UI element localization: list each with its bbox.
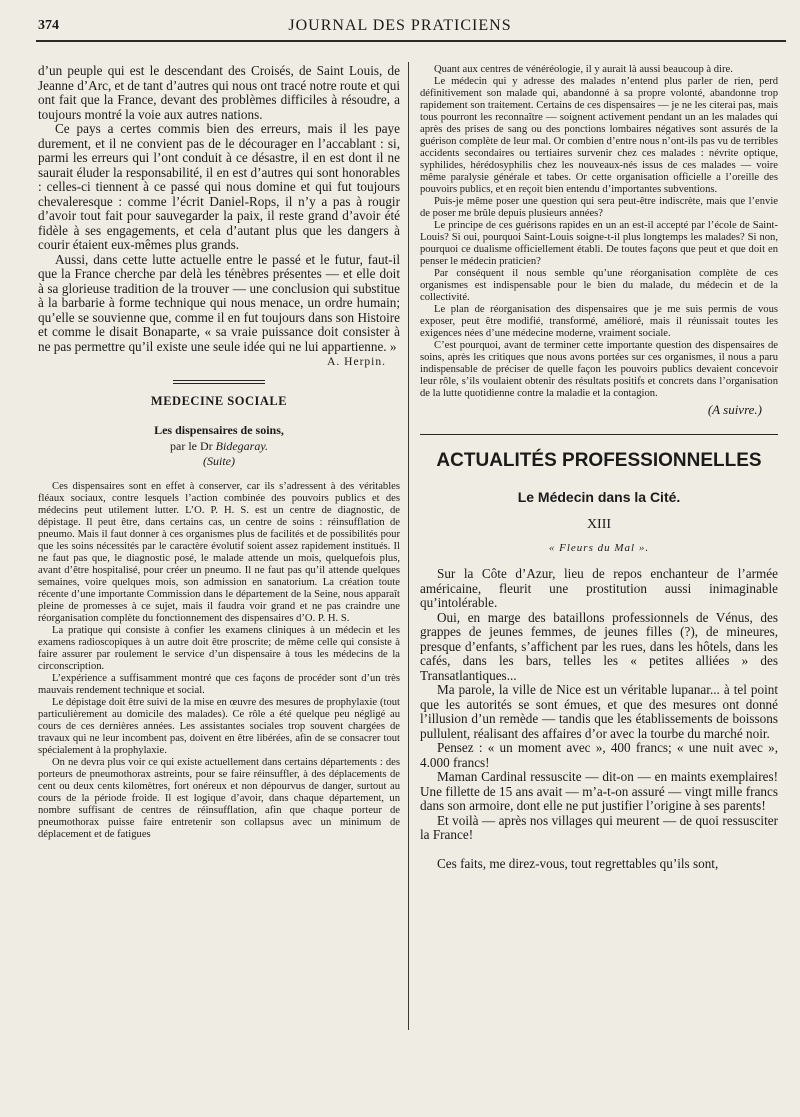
paragraph: L’expérience a suffisamment montré que ces façons de procéder sont d’un très mauvais rendement technique et social. — [38, 673, 400, 696]
column-divider — [408, 62, 409, 1030]
section-title: MEDECINE SOCIALE — [150, 394, 288, 408]
paragraph: La pratique qui consiste à confier les examens cliniques à un médecin et les examens radioscopiques à un autre doit être proscrite; de même celle qui consiste à faire assurer par roulement le service d’un dispensaire à tous les médecins de la circonscription. — [38, 625, 400, 672]
page-number: 374 — [38, 18, 59, 33]
article-title: Le Médecin dans la Cité. — [517, 489, 681, 505]
section-rule — [420, 434, 778, 435]
author-prefix: par le Dr — [170, 439, 213, 453]
paragraph: On ne devra plus voir ce qui existe actuellement dans certains départements : des porteurs de pneumothorax astreints, pour se faire réinsuffler, à des déplacements de cent ou deux cents kilomètres, fort onéreux et non dépourvus de danger, surtout au cours de la période froide. Il est logique d’avoir, dans chaque département, un nombre suffisant de centres de réinsufflation, afin que chaque porteur de pneumothorax puisse faire entretenir son collapsus avec un minimum de déplacement et de fatigues — [38, 757, 400, 840]
section-title: ACTUALITÉS PROFESSIONNELLES — [436, 450, 762, 471]
right-column — [420, 64, 778, 871]
article-subtitle: « Fleurs du Mal ». — [548, 542, 650, 554]
paragraph: Ma parole, la ville de Nice est un véritable lupanar... à tel point que les autorités se sont émues, et que des mesures ont donné l’illusion d’un remède — tandis que les établissements de boissons pullulent, réalisant des affaires d’or avec la tourbe du marché noir. — [420, 682, 778, 741]
to-be-continued: (A suivre.) — [707, 402, 762, 417]
paragraph: d’un peuple qui est le descendant des Croisés, de Saint Louis, de Jeanne d’Arc, et de tant d’autres qui nous ont tracé notre route et qui ont fait que la France, devant des problèmes difficiles à résoudre, a toujours montré la voie aux autres nations. — [38, 63, 400, 122]
paragraph: Le dépistage doit être suivi de la mise en œuvre des mesures de prophylaxie (tout particulièrement au domicile des malades). Ce rôle a été quelque peu négligé au cours de ces dernières années. Les assistantes sociales trop souvent chargées de travaux qui ne leur incombent pas, doivent en être libérées, afin de se consacrer tout spécialement à la prophylaxie. — [38, 697, 400, 756]
paragraph: Oui, en marge des bataillons professionnels de Vénus, des grappes de jeunes femmes, de jeunes filles (?), de mineures, presque d’enfants, s’affichent par les rues, dans les hôtels, dans les cafés, dans les bars, telles les « petites alliées » des Transatlantiques... — [420, 609, 778, 683]
left-column — [38, 64, 400, 841]
intro-text — [38, 64, 400, 354]
paragraph: Puis-je même poser une question qui sera peut-être indiscrète, mais que l’envie de poser me brûle depuis plusieurs années? — [420, 196, 778, 219]
article-text — [420, 567, 778, 871]
paragraph: Le principe de ces guérisons rapides en un an est-il accepté par l’école de Saint-Louis? Si oui, pourquoi Saint-Louis soigne-t-il plus longtemps les malades? Si non, pourquoi ce dualisme officiellement établi. De toutes façons que peut et que doit en penser le médecin praticien? — [420, 220, 778, 267]
paragraph: Le médecin qui y adresse des malades n’entend plus parler de rien, perd définitivement son malade qui, abandonné à sa propre volonté, abandonne trop rapidement son traitement. Certains de ces dispensaires — je ne les citerai pas, mais tous pourront les reconnaître — soignent activement pendant un an les malades qui après des prises de sang ou des ponctions lombaires négatives sont assurés de la guérison complète de leur mal. Or combien d’entre nous n’ont-ils pas vu de terribles accidents secondaires ou tertiaires survenir chez ces malades : névrite optique, syphilides, hérédosyphilis chez les nouveaux-nés issus de ces malades — voire même paralysie générale et tabes. Or cette organisation officielle a l’oreille des pouvoirs publics, et en reçoit bien entendu d’importantes subventions. — [420, 76, 778, 195]
paragraph: Maman Cardinal ressuscite — dit-on — en maints exemplaires! Une fillette de 15 ans avait — m’a-t-on assuré — vingt mille francs dans son armoire, dont elle ne put justifier l’origine à ses parents! — [420, 769, 778, 813]
paragraph-gap — [420, 843, 778, 857]
paragraph: Ce pays a certes commis bien des erreurs, mais il les paye durement, et il ne convient pas de le décourager en l’accablant : si, parmi les erreurs qui l’ont conduit à ce désastre, il en est dont il ne saurait éluder la responsabilité, il en est d’autres qui sont honorables : celles-ci tiennent à ce passé qui nous domine et qui fut toujours chevaleresque : comme l’écrit Daniel-Rops, il n’y a pas à rougir d’avoir tout fait pour sauvegarder la paix, il reste grand d’avoir été fidèle à ses engagements, et cela d’autant plus que les dangers à courir étaient eux-mêmes plus grands. — [38, 121, 400, 252]
article-suite: (Suite) — [203, 454, 235, 468]
article-text-continued — [420, 64, 778, 400]
header-rule — [36, 40, 786, 42]
author-name: Bidegaray. — [215, 439, 268, 453]
paragraph: C’est pourquoi, avant de terminer cette importante question des dispensaires de soins, après les critiques que nous avons portées sur ces organismes, il nous a paru indispensable de préciser de quelle façon les pouvoirs publics devaient concevoir leur rôle, s’ils voulaient obtenir des résultats positifs et concrets dans l’organisation de la lutte quotidienne contre la maladie et la contagion. — [420, 340, 778, 399]
journal-title: JOURNAL DES PRATICIENS — [288, 17, 512, 34]
section-divider — [173, 380, 265, 384]
paragraph: Sur la Côte d’Azur, lieu de repos enchanteur de l’armée américaine, fleurit une prostitution aussi inimaginable qu’intolérable. — [420, 566, 778, 610]
article-text — [38, 481, 400, 841]
paragraph: Pensez : « un moment avec », 400 francs; « une nuit avec », 4.000 francs! — [420, 740, 778, 770]
paragraph: Par conséquent il nous semble qu’une réorganisation complète de ces organismes est indispensable pour le bien du malade, du médecin et de la collectivité. — [420, 268, 778, 303]
article-title: Les dispensaires de soins, — [154, 423, 284, 437]
paragraph: Ces dispensaires sont en effet à conserver, car ils s’adressent à des véritables fléaux sociaux, contre lesquels l’action combinée des pouvoirs publics et des médecins peut utilement lutter. L’O. P. H. S. est un centre de diagnostic, de dépistage. Il peut être, dans certains cas, un centre de soins : réinsufflation de pneumo. Mais il faut donner à ces organismes plus de facilités et de possibilités pour que les soins nécessités par le caractère évolutif soient assez rapidement institués. Il ne faut pas que, le diagnostic posé, le malade attende un mois, quelquefois plus, avant d’être hospitalisé, pour créer un pneumo. Il ne faut pas qu’il attende quelques semaines, voire quelques mois, son admission en sanatorium. La création toute récente d’une importante Commission dans le département de la Seine, nous apparaît pleine de promesses à ce sujet, mais il faudra voir grand et ne pas craindre une réorganisation complète du fonctionnement des dispensaires d’O. P. H. S. — [38, 481, 400, 624]
paragraph: Le plan de réorganisation des dispensaires que je me suis permis de vous exposer, peut être modifié, transformé, amélioré, mais il réunissait toutes les exigences nées d’une médecine moderne, vraiment sociale. — [420, 304, 778, 339]
paragraph: Ces faits, me direz-vous, tout regrettables qu’ils sont, — [437, 855, 719, 871]
paragraph: Et voilà — après nos villages qui meurent — de quoi ressusciter la France! — [420, 812, 778, 842]
paragraph: Quant aux centres de vénéréologie, il y aurait là aussi beaucoup à dire. — [434, 64, 733, 75]
paragraph: Aussi, dans cette lutte actuelle entre le passé et le futur, faut-il que la France cherche par delà les ténèbres présentes — et elle doit à sa glorieuse tradition de la trouver — une conclusion qui substitue à la barbarie à forme technique qui nous menace, un ordre humain; qu’elle se souvienne que, comme il en fut toujours dans son Histoire et comme le disait Bonaparte, « sa vraie puissance doit consister à ne pas permettre qu’il existe une seule idée qui ne lui appartienne. » — [38, 251, 400, 354]
article-number: XIII — [586, 517, 612, 532]
article-author — [38, 439, 400, 454]
signature: A. Herpin. — [327, 356, 386, 368]
